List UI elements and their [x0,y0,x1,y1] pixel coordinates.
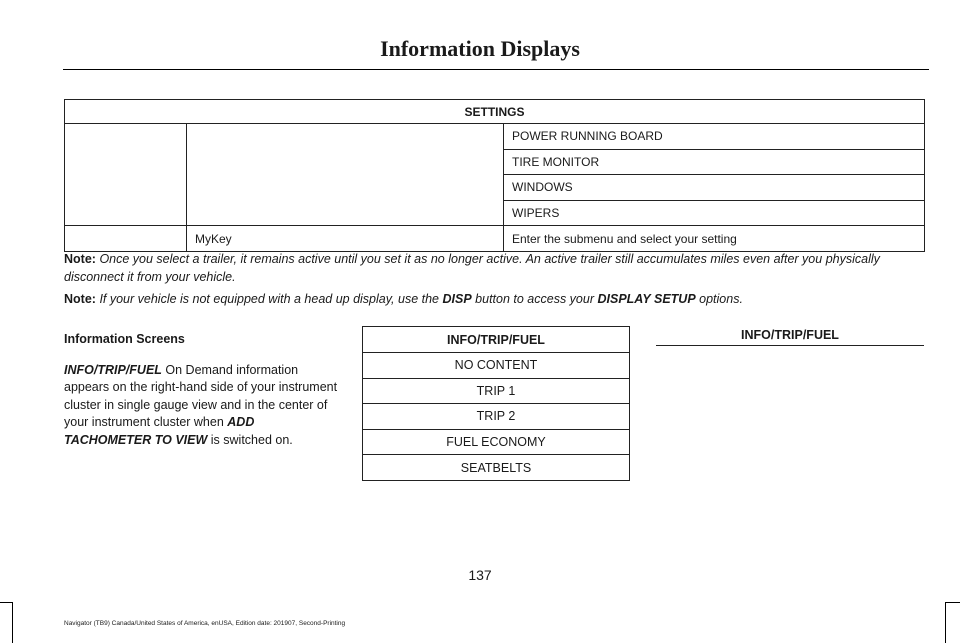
note-text: If your vehicle is not equipped with a head up display, use the [99,292,440,306]
table-cell: SEATBELTS [363,455,630,481]
table-row [363,455,630,481]
crop-mark [0,602,12,603]
table-cell: MyKey [187,226,504,252]
table-row [363,429,630,455]
table-row [65,226,925,252]
section-body [64,362,342,450]
info-trip-fuel-ref: INFO/TRIP/FUEL [64,362,162,377]
table-cell [65,226,187,252]
info-trip-fuel-table [362,326,630,481]
note-text: Once you select a trailer, it remains active until you set it as no longer active. An active trailer still accumulates miles even after you physically disconnect it from your vehicle. [64,252,880,284]
note-text: button to access your [475,292,594,306]
table-cell: WIPERS [504,200,925,226]
page-number: 137 [468,567,492,583]
body-text: On Demand information appears on the right-hand side of your instrument cluster in single gauge view and in the center of your instrument cluster when [64,362,338,429]
info-trip-fuel-table-2-rule [656,345,924,346]
crop-mark [945,602,946,643]
footer-edition: Navigator (TB9) Canada/United States of America, enUSA, Edition date: 201907, Second-Printing [64,620,346,627]
crop-mark [12,602,13,643]
table-row [363,404,630,430]
settings-table [64,99,925,252]
page-title: Information Displays [380,36,580,61]
table-cell: NO CONTENT [363,353,630,379]
note-head-up-display [64,290,930,308]
crop-mark [946,602,960,603]
table-row [65,124,925,150]
add-tachometer-ref: ADD TACHOMETER TO VIEW [64,415,255,447]
table-cell: Enter the submenu and select your setting [504,226,925,252]
table-cell [65,124,187,226]
body-text: is switched on. [210,432,293,447]
settings-table-heading: SETTINGS [65,100,925,124]
header-rule [63,69,929,70]
table-cell: FUEL ECONOMY [363,429,630,455]
note-trailer [64,250,930,286]
display-setup-ref: DISPLAY SETUP [597,292,696,306]
table-heading: INFO/TRIP/FUEL [363,327,630,353]
table-cell: TRIP 1 [363,378,630,404]
info-trip-fuel-table-2-heading: INFO/TRIP/FUEL [741,328,839,342]
table-row [363,353,630,379]
note-text: options. [699,292,743,306]
disp-button-ref: DISP [442,292,472,306]
information-screens-section [64,331,342,449]
table-cell: WINDOWS [504,175,925,201]
table-cell: POWER RUNNING BOARD [504,124,925,150]
table-cell: TIRE MONITOR [504,149,925,175]
table-row [363,378,630,404]
table-cell: TRIP 2 [363,404,630,430]
note-label: Note: [64,292,96,306]
section-heading: Information Screens [64,332,185,346]
note-label: Note: [64,252,96,266]
table-cell [187,124,504,226]
